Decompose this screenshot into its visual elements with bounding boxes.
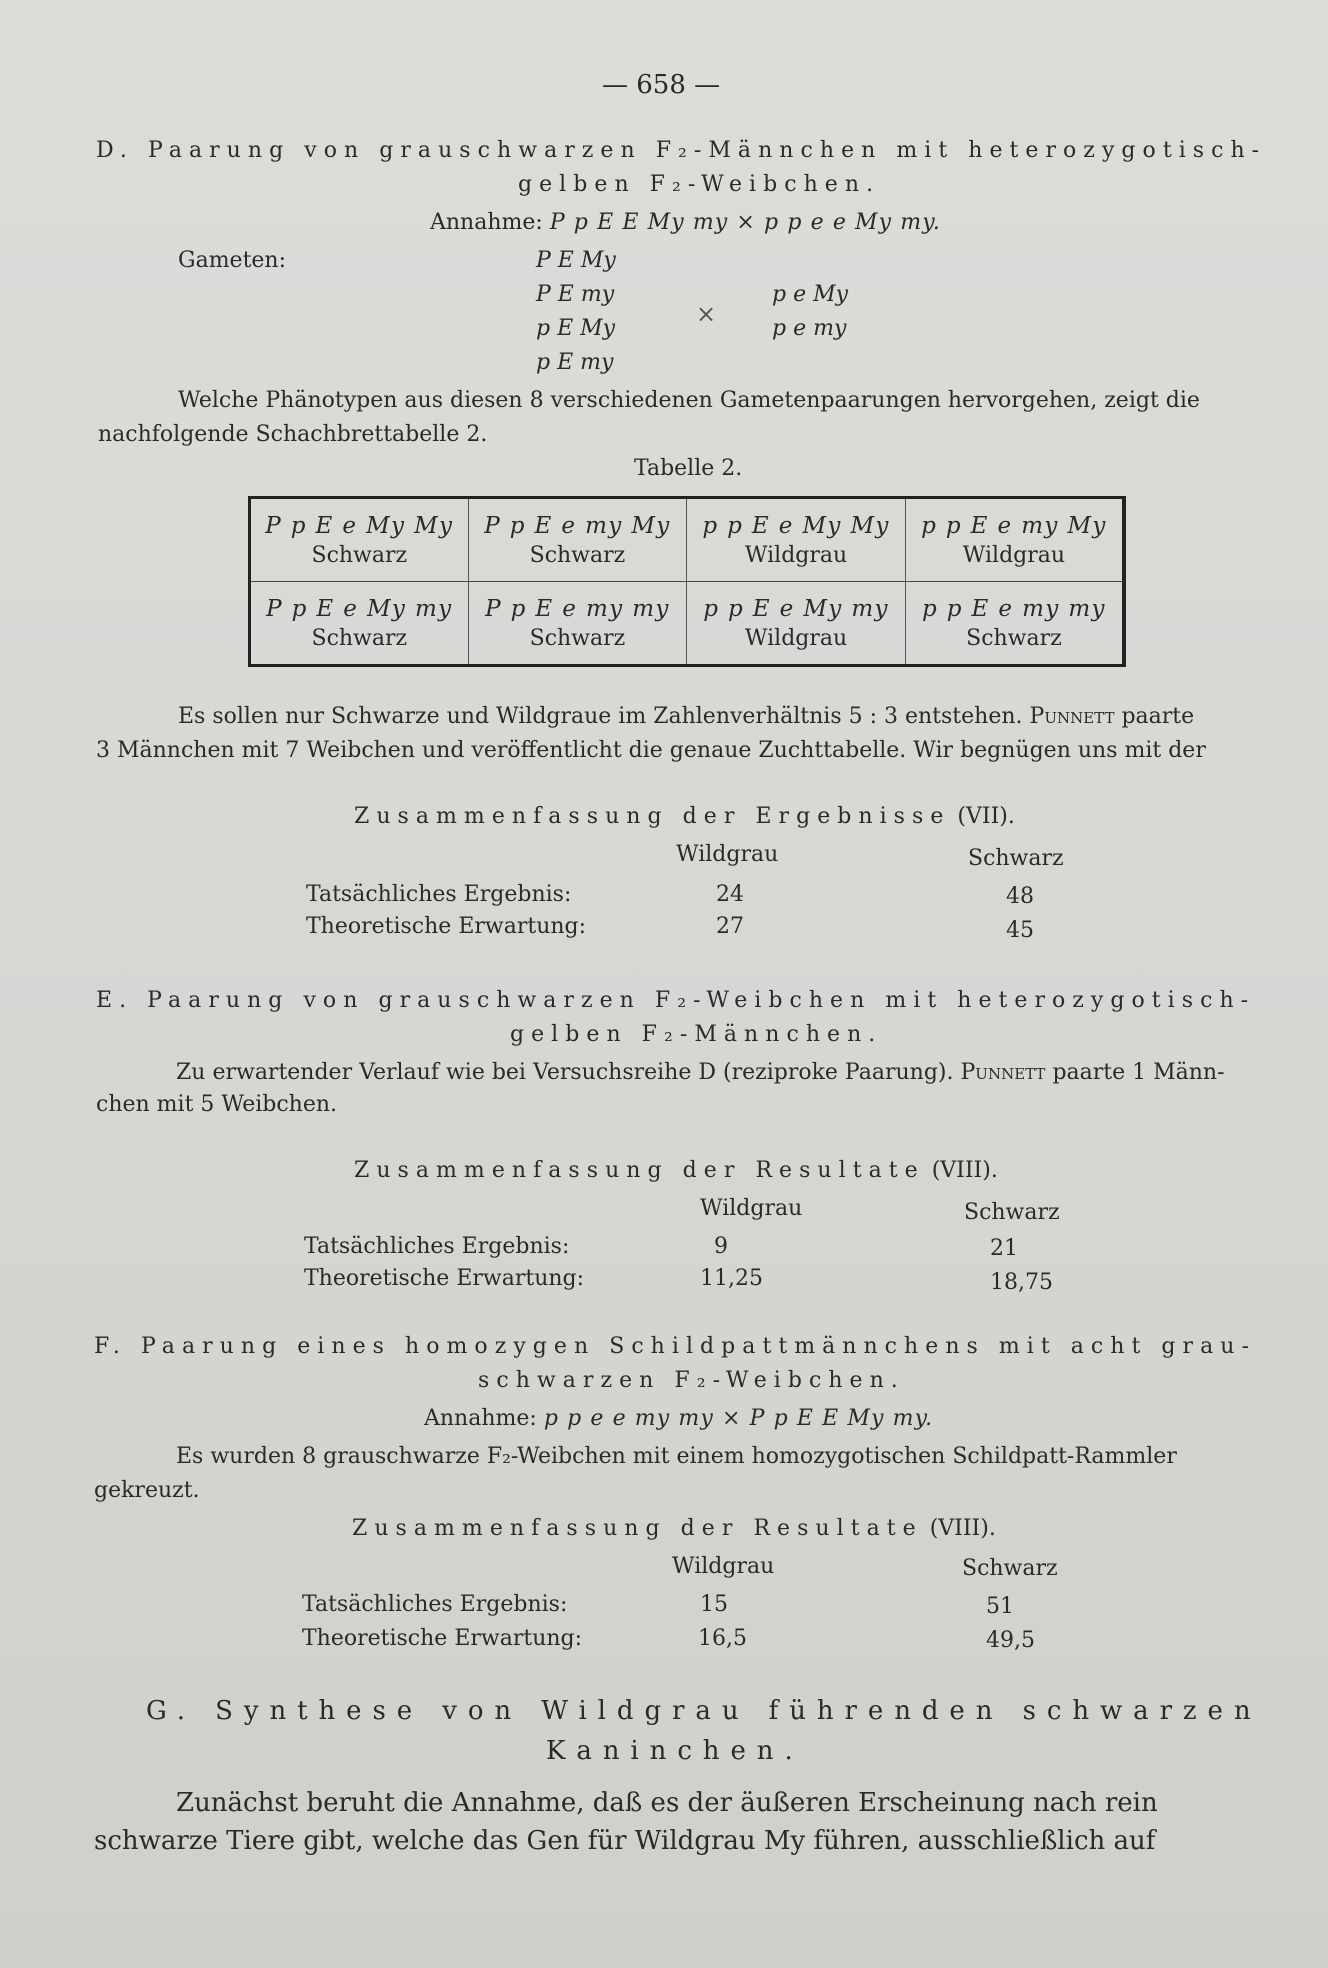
section-e-text-line2: chen mit 5 Weibchen. bbox=[96, 1092, 338, 1117]
section-d-after-line1 bbox=[178, 704, 1194, 729]
table-cell bbox=[687, 582, 906, 666]
gamete-left-2: P E my bbox=[536, 282, 615, 307]
page-number: — 658 — bbox=[602, 70, 721, 100]
section-g-text-line1: Zunächst beruht die Annahme, daß es der äußeren Erscheinung nach rein bbox=[176, 1788, 1158, 1818]
gameten-label: Gameten: bbox=[178, 248, 287, 273]
section-f-text-line2: gekreuzt. bbox=[94, 1478, 200, 1503]
summary-title: Zusammenfassung der Resultate bbox=[352, 1516, 923, 1541]
cell-phenotype: Schwarz bbox=[311, 626, 408, 651]
summary-title: Zusammenfassung der Ergebnisse bbox=[354, 804, 951, 829]
gamete-left-3: p E My bbox=[536, 316, 616, 341]
section-f-heading-line1: F. Paarung eines homozygen Schildpattmännchens mit acht grau- bbox=[94, 1334, 1256, 1359]
section-e-heading-line1: E. Paarung von grauschwarzen F₂-Weibchen mit heterozygotisch- bbox=[96, 988, 1256, 1013]
after-line1-b: paarte bbox=[1121, 704, 1195, 729]
section-d-after-line2: 3 Männchen mit 7 Weibchen und veröffentlicht die genaue Zuchttabelle. Wir begnügen uns mit der bbox=[96, 738, 1206, 763]
summary-viii-f-col1: Wildgrau bbox=[672, 1554, 775, 1579]
gamete-left-1: P E My bbox=[536, 248, 616, 273]
summary-roman: (VIII). bbox=[929, 1516, 996, 1541]
table-cell bbox=[905, 498, 1124, 582]
summary-vii-row2-v1: 27 bbox=[716, 914, 744, 939]
summary-vii-row1-v2: 48 bbox=[1006, 884, 1034, 909]
summary-roman: (VIII). bbox=[931, 1158, 998, 1183]
summary-viii-e-row2-v1: 11,25 bbox=[700, 1266, 763, 1291]
table-row bbox=[250, 582, 1125, 666]
summary-viii-e-row2-v2: 18,75 bbox=[990, 1270, 1053, 1295]
table-row bbox=[250, 498, 1125, 582]
annahme-label: Annahme: bbox=[424, 1406, 537, 1431]
section-d-text-line1: Welche Phänotypen aus diesen 8 verschiedenen Gametenpaarungen hervorgehen, zeigt die bbox=[178, 388, 1200, 413]
table-cell bbox=[905, 582, 1124, 666]
cell-phenotype: Schwarz bbox=[529, 543, 626, 568]
section-f-heading-line2: schwarzen F₂-Weibchen. bbox=[478, 1368, 905, 1393]
gamete-right-2: p e my bbox=[772, 316, 847, 341]
cell-phenotype: Wildgrau bbox=[962, 543, 1066, 568]
summary-viii-e-col1: Wildgrau bbox=[700, 1196, 803, 1221]
summary-viii-f-row1-v2: 51 bbox=[986, 1594, 1014, 1619]
table-cell bbox=[468, 498, 687, 582]
summary-vii-row1-label: Tatsächliches Ergebnis: bbox=[306, 882, 572, 907]
section-g-heading-line1: G. Synthese von Wildgrau führenden schwarzen bbox=[146, 1696, 1262, 1726]
after-line1-a: Es sollen nur Schwarze und Wildgraue im Zahlenverhältnis 5 : 3 entstehen. bbox=[178, 704, 1023, 729]
summary-viii-f-row1-v1: 15 bbox=[700, 1592, 728, 1617]
section-e-text-line1 bbox=[176, 1060, 1225, 1085]
section-g-text-line2: schwarze Tiere gibt, welche das Gen für Wildgrau My führen, ausschließlich auf bbox=[94, 1826, 1156, 1856]
section-f-annahme bbox=[424, 1406, 933, 1431]
summary-viii-e-title bbox=[354, 1158, 998, 1183]
gameten-cross: × bbox=[696, 300, 717, 328]
table-cell bbox=[468, 582, 687, 666]
section-e-heading-line2: gelben F₂-Männchen. bbox=[510, 1022, 883, 1047]
cell-phenotype: Wildgrau bbox=[744, 543, 848, 568]
summary-vii-title bbox=[354, 804, 1015, 829]
summary-viii-f-row2-v2: 49,5 bbox=[986, 1628, 1035, 1653]
section-f-text-line1: Es wurden 8 grauschwarze F₂-Weibchen mit einem homozygotischen Schildpatt-Rammler bbox=[176, 1444, 1177, 1469]
cell-phenotype: Schwarz bbox=[966, 626, 1062, 651]
cell-genotype: P p E e My My bbox=[265, 513, 454, 539]
punnett-table bbox=[248, 496, 1126, 667]
summary-viii-f-title bbox=[352, 1516, 996, 1541]
summary-title: Zusammenfassung der Resultate bbox=[354, 1158, 925, 1183]
summary-vii-row2-v2: 45 bbox=[1006, 918, 1034, 943]
cell-genotype: p p E e my My bbox=[921, 513, 1107, 539]
cell-phenotype: Wildgrau bbox=[744, 626, 848, 651]
cell-genotype: P p E e my my bbox=[485, 596, 670, 622]
annahme-formula: p p e e my my × P p E E My my. bbox=[543, 1406, 934, 1431]
summary-roman: (VII). bbox=[957, 804, 1015, 829]
cell-genotype: p p E e my my bbox=[921, 596, 1106, 622]
summary-viii-f-row1-label: Tatsächliches Ergebnis: bbox=[302, 1592, 568, 1617]
summary-viii-f-row2-label: Theoretische Erwartung: bbox=[302, 1626, 583, 1651]
cell-genotype: P p E e My my bbox=[266, 596, 453, 622]
summary-viii-e-row1-v2: 21 bbox=[990, 1236, 1018, 1261]
section-d-annahme bbox=[430, 210, 941, 235]
cell-genotype: P p E e my My bbox=[484, 513, 671, 539]
summary-viii-e-row1-v1: 9 bbox=[714, 1234, 728, 1259]
section-d-text-line2: nachfolgende Schachbrettabelle 2. bbox=[98, 422, 488, 447]
gamete-right-1: p e My bbox=[772, 282, 849, 307]
e-text-a: Zu erwartender Verlauf wie bei Versuchsreihe D (reziproke Paarung). bbox=[176, 1060, 954, 1085]
e-text-b: paarte 1 Männ- bbox=[1052, 1060, 1225, 1085]
table-cell bbox=[687, 498, 906, 582]
summary-vii-col2: Schwarz bbox=[968, 846, 1064, 871]
author-name: Punnett bbox=[960, 1060, 1046, 1085]
summary-vii-row1-v1: 24 bbox=[716, 882, 744, 907]
cell-phenotype: Schwarz bbox=[311, 543, 408, 568]
cell-genotype: p p E e My my bbox=[703, 596, 889, 622]
cell-genotype: p p E e My My bbox=[702, 513, 890, 539]
summary-viii-f-row2-v1: 16,5 bbox=[698, 1626, 747, 1651]
table-caption: Tabelle 2. bbox=[634, 456, 743, 481]
section-d-heading-line1: D. Paarung von grauschwarzen F₂-Männchen mit heterozygotisch- bbox=[96, 138, 1267, 163]
summary-viii-f-col2: Schwarz bbox=[962, 1556, 1058, 1581]
section-g-heading-line2: Kaninchen. bbox=[546, 1736, 804, 1766]
gamete-left-4: p E my bbox=[536, 350, 614, 375]
summary-vii-row2-label: Theoretische Erwartung: bbox=[306, 914, 587, 939]
author-name: Punnett bbox=[1029, 704, 1115, 729]
cell-phenotype: Schwarz bbox=[529, 626, 626, 651]
annahme-label: Annahme: bbox=[430, 210, 543, 235]
annahme-formula: P p E E My my × p p e e My my. bbox=[549, 210, 941, 235]
summary-viii-e-row2-label: Theoretische Erwartung: bbox=[304, 1266, 585, 1291]
table-cell bbox=[250, 498, 469, 582]
summary-vii-col1: Wildgrau bbox=[676, 842, 779, 867]
table-cell bbox=[250, 582, 469, 666]
summary-viii-e-row1-label: Tatsächliches Ergebnis: bbox=[304, 1234, 570, 1259]
summary-viii-e-col2: Schwarz bbox=[964, 1200, 1060, 1225]
section-d-heading-line2: gelben F₂-Weibchen. bbox=[518, 172, 881, 197]
